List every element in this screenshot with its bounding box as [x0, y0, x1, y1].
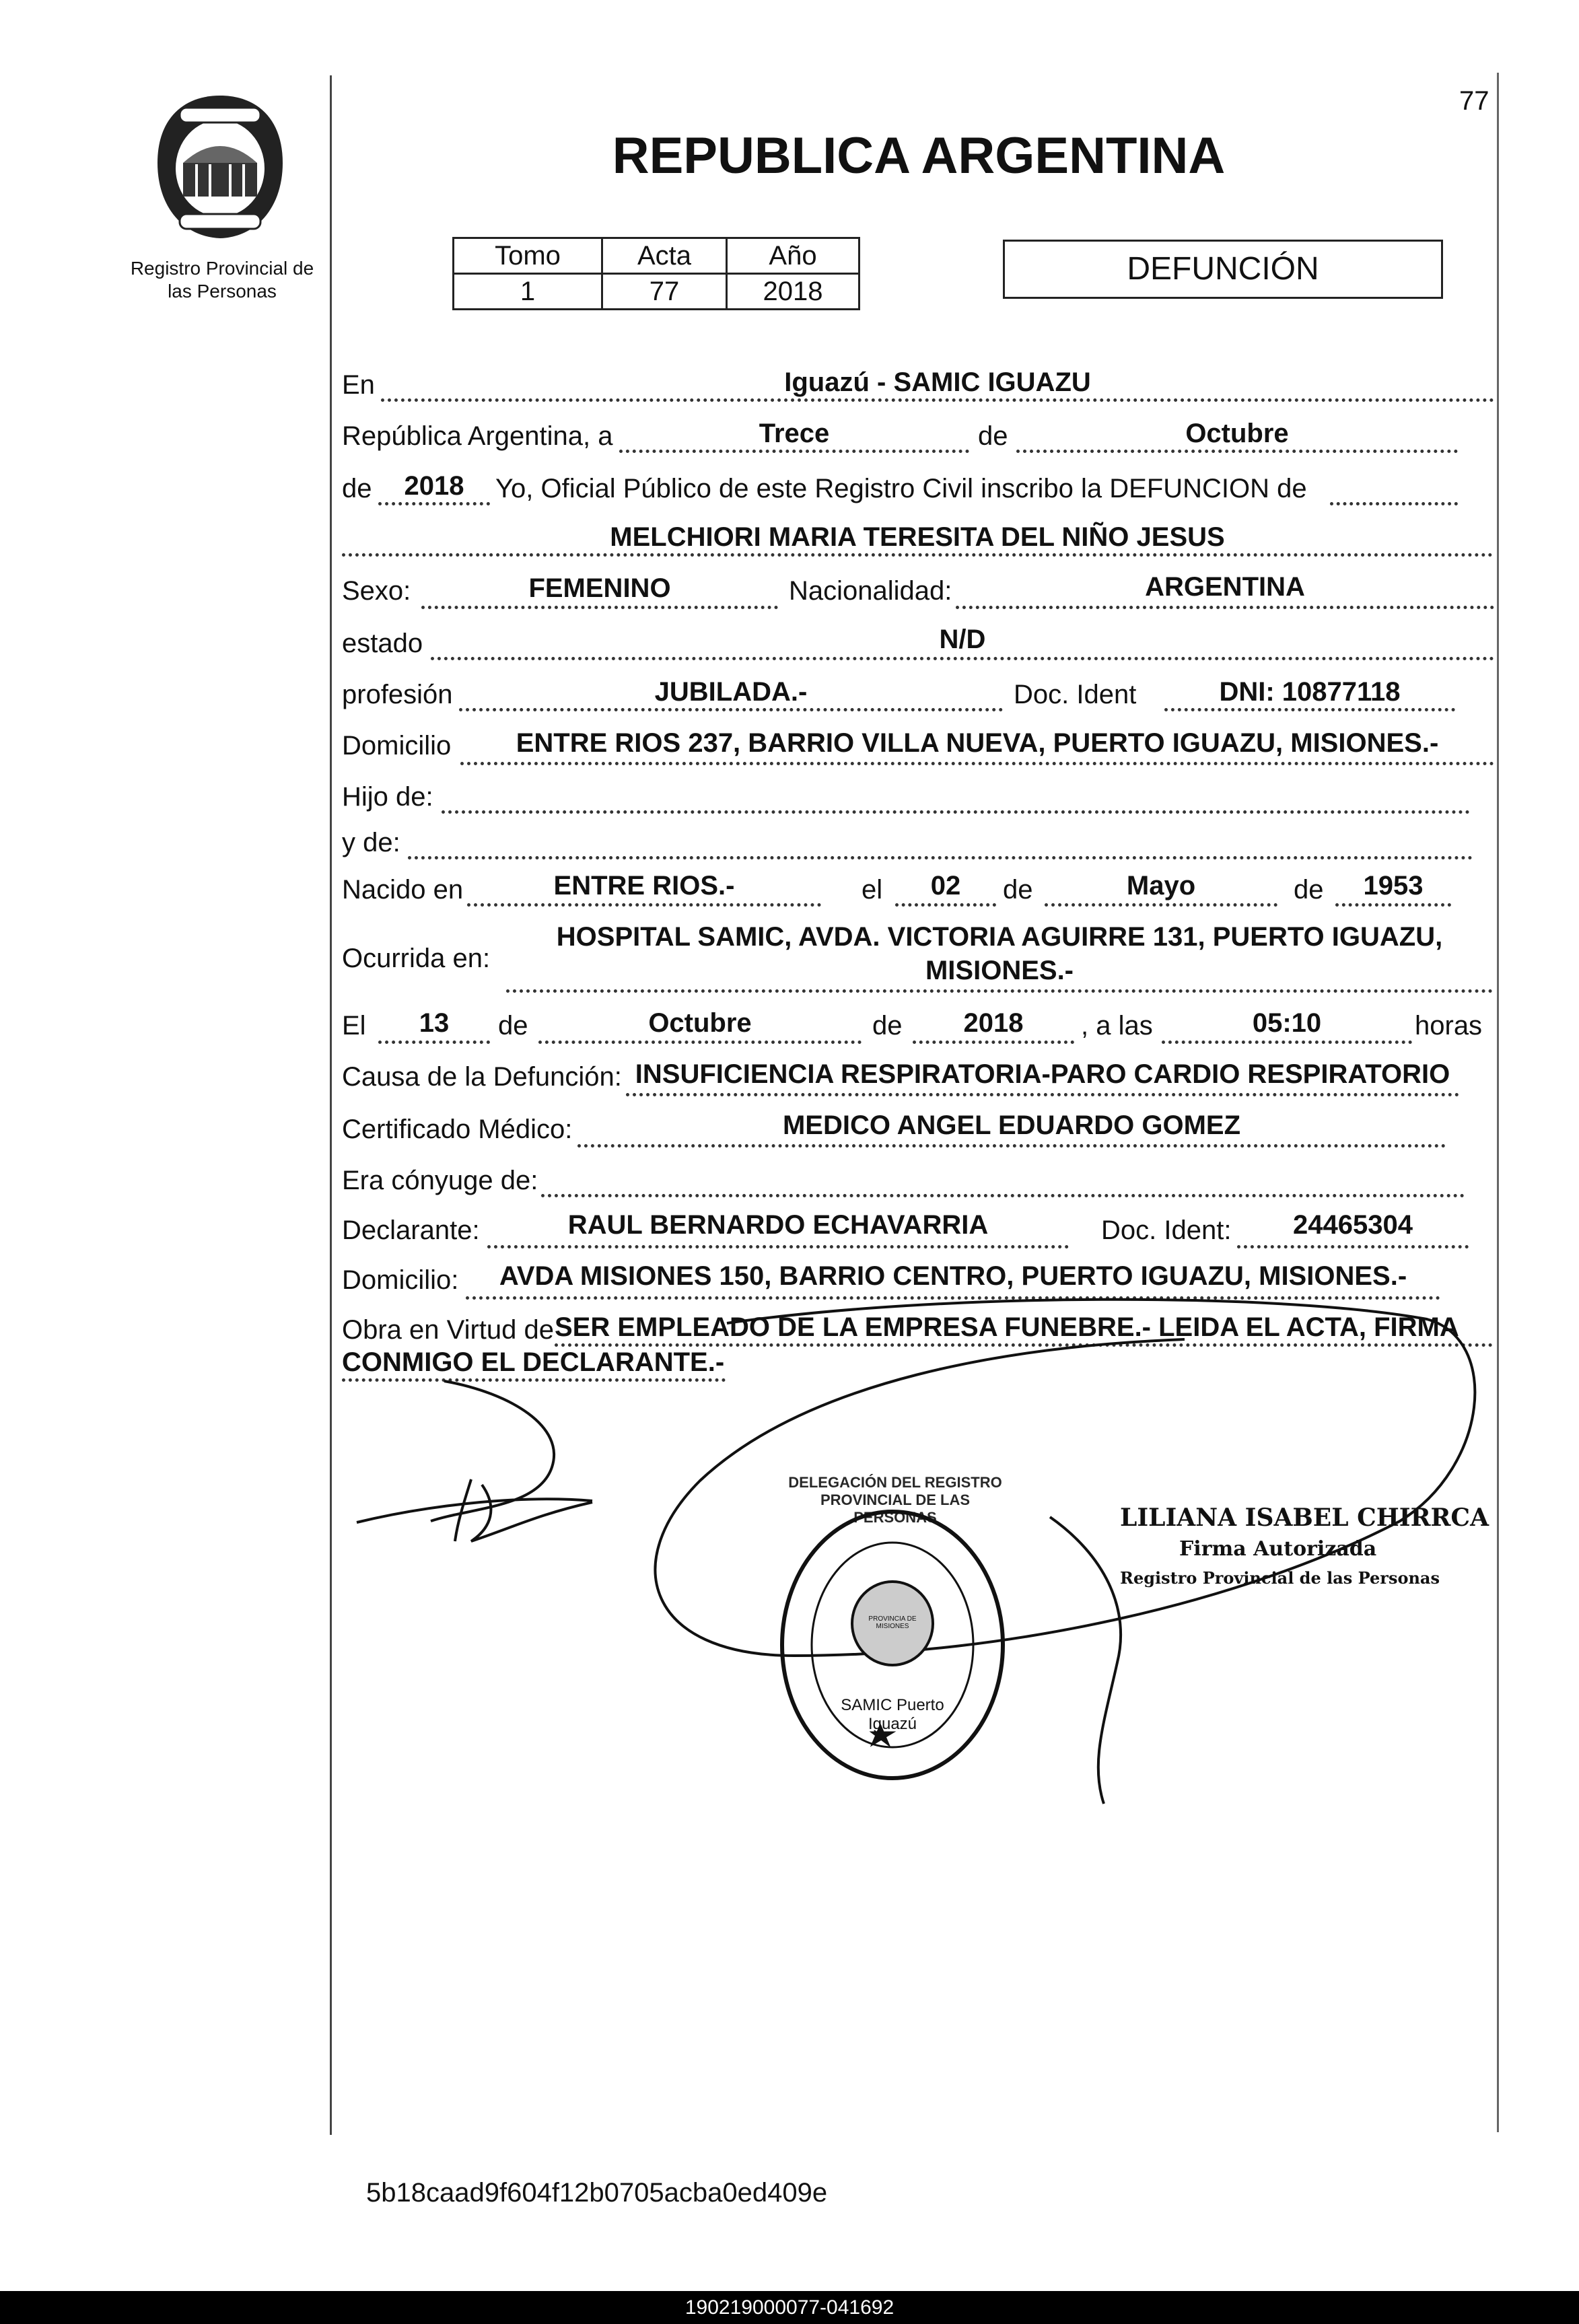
page-number: 77: [1459, 86, 1489, 116]
label-de: de: [1003, 875, 1033, 905]
value-declarante: RAUL BERNARDO ECHAVARRIA: [567, 1210, 989, 1240]
record-type-box: DEFUNCIÓN: [1003, 240, 1443, 299]
label-el-cap: El: [342, 1011, 366, 1041]
value-obra-l1: SER EMPLEADO DE LA EMPRESA FUNEBRE.- LEIDA EL ACTA, FIRMA: [555, 1312, 1459, 1342]
registry-name: Registro Provincial de las Personas: [130, 258, 314, 302]
value-def-anio: 2018: [963, 1008, 1024, 1038]
label-conyuge: Era cónyuge de:: [342, 1166, 538, 1195]
label-de-start: de: [342, 474, 372, 503]
stamp-outer-text: DELEGACIÓN DEL REGISTRO PROVINCIAL DE LAS PERSONAS: [788, 1474, 1002, 1526]
declarant-signature: [357, 1381, 592, 1541]
table-header: Año: [727, 238, 859, 274]
label-en: En: [342, 370, 375, 400]
value-declarante-doc: 24465304: [1293, 1210, 1413, 1240]
label-de: de: [1294, 875, 1324, 905]
value-mes-texto: Octubre: [1185, 419, 1289, 448]
label-hijo-de: Hijo de:: [342, 782, 433, 812]
table-header: Acta: [602, 238, 727, 274]
label-ocurrida-en: Ocurrida en:: [342, 944, 491, 973]
acta-value: 77: [602, 274, 727, 310]
value-def-dia: 13: [419, 1008, 450, 1038]
label-el: el: [862, 875, 883, 905]
label-obra-en-virtud: Obra en Virtud de: [342, 1315, 555, 1345]
label-sexo: Sexo:: [342, 576, 411, 606]
label-domicilio2: Domicilio:: [342, 1265, 459, 1295]
label-nacionalidad: Nacionalidad:: [789, 576, 952, 606]
label-causa: Causa de la Defunción:: [342, 1062, 622, 1092]
label-profesion: profesión: [342, 680, 453, 709]
label-y-de: y de:: [342, 828, 400, 857]
country-title: REPUBLICA ARGENTINA: [612, 127, 1226, 184]
label-doc-ident2: Doc. Ident:: [1101, 1216, 1232, 1245]
value-profesion: JUBILADA.-: [654, 677, 808, 707]
value-nac-mes: Mayo: [1126, 871, 1196, 901]
value-estado: N/D: [939, 625, 986, 654]
official-name: LILIANA ISABEL CHIRRCA: [1120, 1504, 1489, 1532]
value-def-mes: Octubre: [648, 1008, 752, 1038]
label-nacido-en: Nacido en: [342, 875, 464, 905]
value-nacionalidad: ARGENTINA: [1145, 572, 1305, 602]
stamp-inner-text: SAMIC Puerto Iguazú: [841, 1696, 944, 1733]
value-ocurrida-l2: MISIONES.-: [925, 956, 1074, 985]
label-de: de: [978, 421, 1008, 451]
value-sexo: FEMENINO: [528, 573, 671, 603]
official-title: Firma Autorizada: [1179, 1537, 1377, 1561]
tomo-value: 1: [454, 274, 602, 310]
value-doc-ident: DNI: 10877118: [1219, 677, 1401, 707]
anio-value: 2018: [727, 274, 859, 310]
bottom-bar: [0, 2291, 1579, 2324]
official-office: Registro Provincial de las Personas: [1120, 1568, 1440, 1588]
value-ocurrida-l1: HOSPITAL SAMIC, AVDA. VICTORIA AGUIRRE 131, PUERTO IGUAZU,: [556, 922, 1443, 952]
label-de: de: [872, 1011, 903, 1041]
label-declarante: Declarante:: [342, 1216, 480, 1245]
value-obra-l2: CONMIGO EL DECLARANTE.-: [342, 1347, 725, 1377]
label-certificado: Certificado Médico:: [342, 1115, 573, 1144]
label-domicilio: Domicilio: [342, 731, 452, 761]
document-hash: 5b18caad9f604f12b0705acba0ed409e: [366, 2178, 828, 2208]
barcode-text: 190219000077-041692: [685, 2296, 894, 2319]
value-nac-anio: 1953: [1363, 871, 1424, 901]
value-nombre: MELCHIORI MARIA TERESITA DEL NIÑO JESUS: [610, 522, 1225, 552]
value-domicilio: ENTRE RIOS 237, BARRIO VILLA NUEVA, PUERTO IGUAZU, MISIONES.-: [516, 728, 1439, 758]
value-certificado: MEDICO ANGEL EDUARDO GOMEZ: [782, 1111, 1241, 1140]
value-anio: 2018: [404, 471, 464, 501]
label-republica: República Argentina, a: [342, 421, 613, 451]
label-horas: horas: [1415, 1011, 1483, 1041]
value-dia-texto: Trece: [759, 419, 830, 448]
value-lugar: Iguazú - SAMIC IGUAZU: [784, 367, 1091, 397]
label-estado: estado: [342, 629, 423, 658]
label-yo-oficial: Yo, Oficial Público de este Registro Civil inscribo la DEFUNCION de: [495, 474, 1307, 503]
value-nac-dia: 02: [930, 871, 961, 901]
value-causa: INSUFICIENCIA RESPIRATORIA-PARO CARDIO RESPIRATORIO: [635, 1059, 1450, 1089]
value-domicilio2: AVDA MISIONES 150, BARRIO CENTRO, PUERTO IGUAZU, MISIONES.-: [499, 1261, 1407, 1291]
label-a-las: , a las: [1081, 1011, 1153, 1041]
label-de: de: [498, 1011, 528, 1041]
stamp-emblem-text: PROVINCIA DE MISIONES: [868, 1615, 917, 1630]
value-def-hora: 05:10: [1252, 1008, 1322, 1038]
label-doc-ident: Doc. Ident: [1014, 680, 1137, 709]
table-header: Tomo: [454, 238, 602, 274]
value-nacido-en: ENTRE RIOS.-: [553, 871, 735, 901]
